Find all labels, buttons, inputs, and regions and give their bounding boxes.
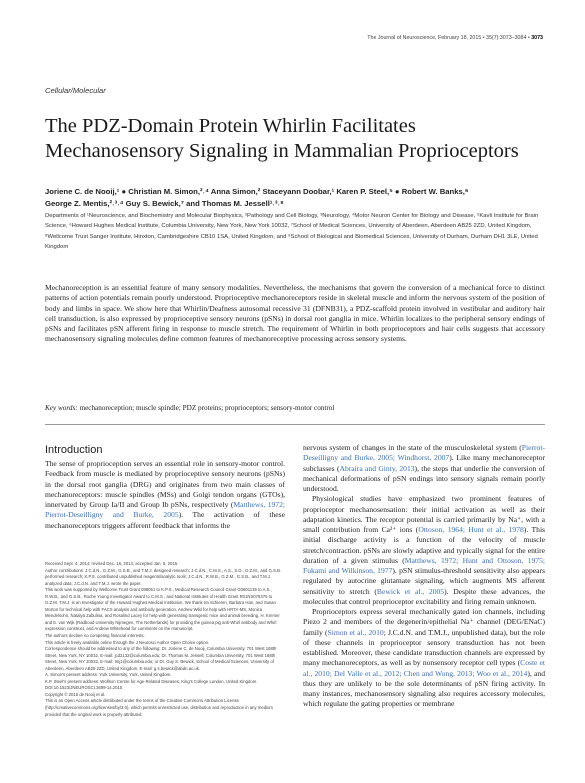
citation-link[interactable]: Pierrot-Deseilligny and Burke, 2005; Windhorst, 2007 xyxy=(303,443,545,463)
body-text: ), the steps that underlie the conversion of mechanical deformations of pSN endings into sensory signals remain poorly understood. xyxy=(303,463,545,493)
intro-right-column xyxy=(303,443,545,710)
body-text: nervous system of changes in the state of the musculoskeletal system ( xyxy=(303,443,522,452)
keywords-label: Key words: xyxy=(45,404,78,412)
running-head-journal: The Journal of Neuroscience, February 18, 2015 • 35(7):3073–3084 • xyxy=(367,35,530,41)
intro-text: The sense of proprioception serves an essential role in sensory-motor control. Feedback from muscle is mediated by proprioceptive sensory neurons (pSNs) in the dorsal root ganglia (DRG) and originates from two main classes of mechanoreceptors: muscle spindles (MSs) and Golgi tendon organs (GTOs), innervated by Group Ia/II and Group Ib pSNs, respectively ( xyxy=(45,459,285,509)
citation-link[interactable]: Bewick et al., 2005 xyxy=(376,586,445,596)
author-list xyxy=(45,186,545,210)
running-head xyxy=(367,35,543,41)
paragraph xyxy=(303,607,545,710)
affiliations: Departments of ¹Neuroscience, and Biochemistry and Molecular Biophysics, ²Pathology and Cell Biology, ³Neurology, ⁴Motor Neuron Center for Biology and Disease, ⁵Kavli Institute for Brain Science, ⁶Howard Hughes Medical Institute, Columbia University, New York, New York 10032, ⁷School of Medical Sciences, University of Aberdeen, Aberdeen AB25 2ZD, United Kingdom, ⁸Wellcome Trust Sanger Institute, Hinxton, Cambridgeshire CB10 1SA, United Kingdom, and ⁹School of Biological and Biomedical Sciences, University of Durham, Durham DH1 3LE, United Kingdom xyxy=(45,213,539,250)
body-text: ). Like many mechanoreceptor subclasses ( xyxy=(303,453,545,473)
body-text: ). This initial discharge activity is a function of the velocity of muscle stretch/contraction. pSNs are slowly adaptive and typically signal for the entire duration of a given stimulus ( xyxy=(303,525,546,565)
article-title: The PDZ-Domain Protein Whirlin Facilitates Mechanosensory Signaling in Mammalian Proprioceptors xyxy=(45,115,519,162)
footnote: DOI:10.1523/JNEUROSCI.3699-14.2015 xyxy=(45,685,123,691)
paragraph xyxy=(303,443,545,494)
citation-link[interactable]: Simon et al., 2010 xyxy=(327,627,384,637)
body-text: Physiological studies have emphasized two prominent features of proprioceptor mechanosensation: their initial activation as well as their adaptation kinetics. The receptor potential is carried primarily by Na⁺, with a small contribution from Ca²⁺ ions ( xyxy=(303,494,545,534)
citation-link[interactable]: Matthews, 1972; Hunt and Ottoson, 1975; Fukami and Wilkinson, 1977 xyxy=(303,555,545,575)
footnote: K.P. Steel's present address: Wolfson Centre for Age-Related Diseases, King's College London, United Kingdom. xyxy=(45,678,258,684)
footnote: Correspondence should be addressed to any of the following: Dr. Joriene C. de Nooij, Columbia University, 701 West 168th Street, New York, NY 10032, E-mail: jcd2132@columbia.edu; Dr. Thomas M. Jessell, Columbia University, 701 West 168th Street, New York, NY 10032, E-mail: tmj1@columbia.edu; or Dr. Guy S. Bewick, School of Medical Sciences, University of Aberdeen, Aberdeen AB25 2ZD, United Kingdom, E-mail: g.s.bewick@abdn.ac.uk. xyxy=(45,646,277,671)
divider xyxy=(45,424,545,425)
author-line-2: George Z. Mentis,²˒³˒⁴ Guy S. Bewick,⁷ and Thomas M. Jessell¹˒³˒⁸ xyxy=(45,199,284,208)
section-label: Cellular/Molecular xyxy=(45,86,106,95)
footnote: This article is freely available online through the J Neurosci Author Open Choice option. xyxy=(45,639,210,645)
footnotes xyxy=(45,561,285,718)
footnote: A. Simon's present address: York University, York, United Kingdom. xyxy=(45,672,172,678)
body-text: ). Despite these advances, the molecules that control proprioceptor excitability and firing remain unknown. xyxy=(303,586,546,606)
footnote: This work was supported by Wellcome Trust Grant 098051 to K.P.S., Medical Research Council Grant G0601135 to A.S., R.W.B., and G.S.B., Roche Young Investigator Award to C.M.S., and National Institutes of Health Grant R01NS078375 to G.Z.M. T.M.J. is an Investigator of the Howard Hughes Medical Institution. We thank Ira Schieren, Barbara Han, and Susan Morton for technical help with FACS analysis and antibody generation, Andrew Wild for help with HRTA-MS, Monica Mendelsohn, Natalya Zabulina, and Rosalind Lacey for help with generating transgenic mice and animal breeding, H. Kremer and E. van Wijk (Radboud University Nijmegen, The Netherlands) for providing the guinea pig anti-Whirl antibody and Whirl expression construct, and Andrew Whitehead for comments on the manuscript. xyxy=(45,587,280,632)
citation-link[interactable]: Ottoson, 1964; Hunt et al., 1978 xyxy=(418,525,524,534)
intro-text: ). The activation of these mechanoreceptors triggers afferent feedback that informs the xyxy=(45,510,285,530)
introduction-heading: Introduction xyxy=(45,444,103,456)
footnote: This is an Open Access article distributed under the terms of the Creative Commons Attribution License (http://creativecommons.org/licenses/by/3.0), which permits unrestricted use, distribution and reproduction in any medium provided that the original work is properly attributed. xyxy=(45,698,273,717)
body-text: ; J.C.d.N. and T.M.J., unpublished data), but the role of these channels in proprioceptor sensory transduction has not been established. Moreover, these candidate transduction channels are expressed by many mechanoreceptors, as well as by nonsensory receptor cell types ( xyxy=(303,627,545,668)
author-line-1: Joriene C. de Nooij,¹ ● Christian M. Simon,²˒⁴ Anna Simon,² Staceyann Doobar,¹ Karen P. Steel,⁵ ● Robert W. Banks,⁶ xyxy=(45,187,469,196)
keywords xyxy=(45,404,545,412)
body-text: ), and thus they are unlikely to be the sole determinants of pSN firing activity. In many instances, mechanosensory signaling also requires accessory molecules, which regulate the gating properties or membrane xyxy=(303,668,545,709)
body-text: ). pSN stimulus-threshold sensitivity also appears regulated by autocrine glutamate signaling, which augments MS afferent sensitivity to stretch ( xyxy=(303,566,545,596)
footnote: Author contributions: J.C.d.N., G.Z.M., G.S.B., and T.M.J. designed research; J.C.d.N., C.M.S., A.S., S.D., G.Z.M., and G.S.B. performed research; K.P.S. contributed unpublished reagents/analytic tools; J.C.d.N., R.W.B., G.Z.M., G.S.B., and T.M.J. analyzed data; J.C.d.N. and T.M.J. wrote the paper. xyxy=(45,567,282,586)
citation-link[interactable]: Matthews, 1972; Pierrot-Deseilligny and Burke, 2005 xyxy=(45,500,285,520)
footnote: Received Sept. 4, 2014; revised Dec. 16, 2014; accepted Jan. 6, 2015. xyxy=(45,561,179,566)
intro-left-column xyxy=(45,459,285,531)
keywords-list: mechanoreception; muscle spindle; PDZ proteins; proprioceptors; sensory-motor control xyxy=(79,404,335,412)
paragraph xyxy=(303,494,545,607)
page-number: 3073 xyxy=(531,35,543,41)
footnote: The authors declare no competing financial interests. xyxy=(45,633,145,639)
citation-link[interactable]: Coste et al., 2010; Del Valle et al., 2012; Chen and Wong, 2013; Woo et al., 2014 xyxy=(303,658,545,678)
body-text: Proprioceptors express several mechanically gated ion channels, including Piezo 2 and members of the degenerin/epithelial Na⁺ channel (DEG/ENaC) family ( xyxy=(303,607,545,637)
citation-link[interactable]: Abraira and Ginty, 2013 xyxy=(339,463,415,473)
footnote: Copyright © 2015 de Nooij et al. xyxy=(45,691,106,697)
abstract: Mechanoreception is an essential feature of many sensory modalities. Nevertheless, the mechanisms that govern the conversion of a mechanical force to distinct patterns of action potentials remain poorly understood. Proprioceptive mechanoreceptors reside in skeletal muscle and inform the nervous system of the position of body and limbs in space. We show here that Whirlin/Deafness autosomal recessive 31 (DFNB31), a PDZ-scaffold protein involved in vestibular and auditory hair cell transduction, is also expressed by proprioceptive sensory neurons (pSNs) in dorsal root ganglia in mice. Whirlin localizes to the peripheral sensory endings of pSNs and facilitates pSN afferent firing in response to muscle stretch. The requirement of Whirlin in both proprioceptors and hair cells suggests that accessory mechanosensory signaling molecules define common features of mechanoreceptive processing across sensory systems. xyxy=(45,283,545,344)
